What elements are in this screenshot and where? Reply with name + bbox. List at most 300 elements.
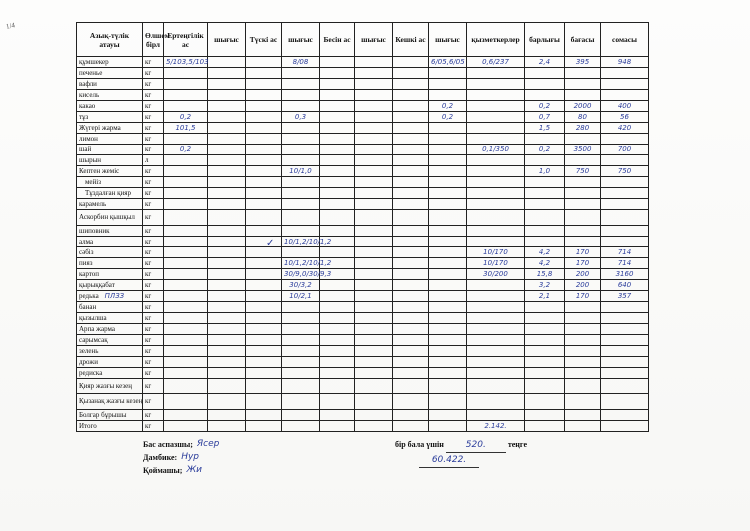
- product-name-text: шырын: [79, 156, 102, 165]
- value-cell: [429, 324, 467, 335]
- value-cell: [393, 133, 429, 144]
- value-cell: [208, 313, 246, 324]
- product-name-text: сәбіз: [79, 248, 94, 257]
- product-name-text: шай: [79, 145, 92, 154]
- value-cell: 0,2: [525, 100, 565, 111]
- value-cell: [429, 367, 467, 378]
- value-cell: [355, 155, 393, 166]
- value-cell: [320, 57, 355, 68]
- dambike-label: Дамбике:: [143, 453, 178, 462]
- value-cell: [565, 313, 601, 324]
- product-name: [77, 155, 143, 166]
- value-cell: [467, 367, 525, 378]
- product-name-text: кисель: [79, 90, 100, 99]
- value-cell: 101,5: [164, 122, 208, 133]
- value-cell: [246, 334, 282, 345]
- value-cell: 10/170: [467, 258, 525, 269]
- value-cell: [282, 378, 320, 393]
- value-cell: 0,2: [429, 100, 467, 111]
- product-name-text: қырыққабат: [79, 281, 115, 290]
- value-cell: [246, 67, 282, 78]
- value-cell: 3160: [601, 269, 649, 280]
- value-cell: [467, 177, 525, 188]
- value-cell: [525, 225, 565, 236]
- value-cell: [246, 367, 282, 378]
- value-cell: [282, 78, 320, 89]
- value-cell: [246, 313, 282, 324]
- value-cell: [282, 122, 320, 133]
- value-cell: 3500: [565, 144, 601, 155]
- value-cell: [246, 269, 282, 280]
- value-cell: [525, 420, 565, 431]
- value-cell: [601, 324, 649, 335]
- value-cell: 80: [565, 111, 601, 122]
- value-cell: [601, 133, 649, 144]
- value-cell: [393, 210, 429, 225]
- value-cell: [282, 334, 320, 345]
- unit-cell: кг: [143, 210, 164, 225]
- value-cell: [282, 356, 320, 367]
- value-cell: [525, 367, 565, 378]
- value-cell: [282, 210, 320, 225]
- value-cell: 640: [601, 280, 649, 291]
- value-cell: [525, 155, 565, 166]
- value-cell: [164, 100, 208, 111]
- product-name: [77, 188, 143, 199]
- product-name: [77, 166, 143, 177]
- value-cell: 357: [601, 291, 649, 302]
- table-row: [77, 225, 649, 236]
- value-cell: [525, 78, 565, 89]
- value-cell: [601, 313, 649, 324]
- value-cell: [246, 236, 282, 247]
- value-cell: [565, 345, 601, 356]
- value-cell: [565, 367, 601, 378]
- value-cell: [208, 89, 246, 100]
- value-cell: [208, 122, 246, 133]
- column-header: шығыс: [208, 23, 246, 57]
- value-cell: [429, 394, 467, 409]
- value-cell: [164, 409, 208, 420]
- value-cell: [467, 302, 525, 313]
- product-name: [77, 324, 143, 335]
- value-cell: [565, 155, 601, 166]
- value-cell: 30/3,2: [282, 280, 320, 291]
- value-cell: [320, 324, 355, 335]
- per-child-label: бір бала үшін: [395, 440, 444, 449]
- value-cell: [164, 302, 208, 313]
- value-cell: [282, 302, 320, 313]
- value-cell: [525, 378, 565, 393]
- storekeeper-label: Қоймашы;: [143, 466, 183, 475]
- unit-cell: кг: [143, 188, 164, 199]
- unit-cell: кг: [143, 291, 164, 302]
- value-cell: [429, 78, 467, 89]
- value-cell: [429, 302, 467, 313]
- unit-cell: кг: [143, 57, 164, 68]
- value-cell: [355, 291, 393, 302]
- value-cell: [601, 345, 649, 356]
- value-cell: [320, 111, 355, 122]
- product-name: [77, 111, 143, 122]
- unit-cell: кг: [143, 236, 164, 247]
- value-cell: [282, 144, 320, 155]
- value-cell: [393, 280, 429, 291]
- value-cell: [246, 210, 282, 225]
- value-cell: 1,0: [525, 166, 565, 177]
- table-row: [77, 394, 649, 409]
- value-cell: 0,2: [164, 111, 208, 122]
- value-cell: [320, 122, 355, 133]
- value-cell: [393, 144, 429, 155]
- value-cell: [320, 356, 355, 367]
- value-cell: [601, 334, 649, 345]
- value-cell: [355, 269, 393, 280]
- unit-cell: кг: [143, 247, 164, 258]
- value-cell: [525, 133, 565, 144]
- value-cell: 420: [601, 122, 649, 133]
- value-cell: [246, 378, 282, 393]
- value-cell: 750: [565, 166, 601, 177]
- product-name-text: пияз: [79, 259, 93, 268]
- column-header: қызметкерлер: [467, 23, 525, 57]
- product-name-text: дрожи: [79, 357, 98, 366]
- table-row: [77, 291, 649, 302]
- value-cell: [208, 225, 246, 236]
- value-cell: [164, 356, 208, 367]
- unit-cell: кг: [143, 378, 164, 393]
- value-cell: 280: [565, 122, 601, 133]
- value-cell: 700: [601, 144, 649, 155]
- unit-cell: кг: [143, 269, 164, 280]
- value-cell: [355, 188, 393, 199]
- value-cell: 30/200: [467, 269, 525, 280]
- value-cell: [525, 334, 565, 345]
- value-cell: [282, 133, 320, 144]
- value-cell: [467, 210, 525, 225]
- value-cell: [429, 378, 467, 393]
- unit-cell: кг: [143, 89, 164, 100]
- product-name-text: Аскорбин қышқыл: [79, 213, 135, 222]
- chef-signature: Ясер: [196, 439, 220, 449]
- column-header: шығыс: [429, 23, 467, 57]
- value-cell: [565, 409, 601, 420]
- value-cell: [467, 78, 525, 89]
- table-row: [77, 89, 649, 100]
- value-cell: [565, 334, 601, 345]
- value-cell: [429, 122, 467, 133]
- column-header: барлығы: [525, 23, 565, 57]
- product-name-text: құмшекер: [79, 57, 109, 66]
- value-cell: [467, 225, 525, 236]
- value-cell: [355, 258, 393, 269]
- value-cell: [393, 291, 429, 302]
- value-cell: [164, 394, 208, 409]
- value-cell: [164, 188, 208, 199]
- column-header: сомасы: [601, 23, 649, 57]
- value-cell: [320, 409, 355, 420]
- product-name: [77, 247, 143, 258]
- chef-label: Бас аспазшы;: [143, 440, 193, 449]
- value-cell: [246, 111, 282, 122]
- value-cell: [355, 225, 393, 236]
- value-cell: [246, 291, 282, 302]
- value-cell: [208, 78, 246, 89]
- value-cell: [393, 122, 429, 133]
- value-cell: [467, 356, 525, 367]
- value-cell: [355, 409, 393, 420]
- value-cell: [246, 247, 282, 258]
- value-cell: 200: [565, 280, 601, 291]
- header-row: [77, 23, 649, 57]
- value-cell: [467, 236, 525, 247]
- value-cell: [355, 420, 393, 431]
- value-cell: [525, 210, 565, 225]
- product-name: [77, 225, 143, 236]
- value-cell: [355, 324, 393, 335]
- value-cell: [565, 67, 601, 78]
- dambike-signature-line: [143, 451, 219, 464]
- value-cell: 948: [601, 57, 649, 68]
- value-cell: [429, 247, 467, 258]
- value-cell: [393, 247, 429, 258]
- value-cell: [429, 67, 467, 78]
- value-cell: [164, 133, 208, 144]
- value-cell: 2.142.: [467, 420, 525, 431]
- value-cell: [282, 155, 320, 166]
- table-row: [77, 313, 649, 324]
- unit-cell: кг: [143, 133, 164, 144]
- value-cell: 170: [565, 291, 601, 302]
- value-cell: [320, 100, 355, 111]
- value-cell: [208, 378, 246, 393]
- column-header: Бесін ас: [320, 23, 355, 57]
- value-cell: [601, 367, 649, 378]
- unit-cell: кг: [143, 302, 164, 313]
- value-cell: [467, 280, 525, 291]
- value-cell: [525, 67, 565, 78]
- product-name-text: Жүгері жарма: [79, 123, 121, 132]
- table-row: [77, 324, 649, 335]
- value-cell: [393, 420, 429, 431]
- value-cell: [164, 269, 208, 280]
- value-cell: [320, 78, 355, 89]
- value-cell: [393, 409, 429, 420]
- value-cell: [467, 155, 525, 166]
- value-cell: [565, 89, 601, 100]
- value-cell: 1,5: [525, 122, 565, 133]
- value-cell: [208, 67, 246, 78]
- unit-cell: кг: [143, 166, 164, 177]
- value-cell: [208, 144, 246, 155]
- value-cell: [355, 302, 393, 313]
- value-cell: [246, 100, 282, 111]
- value-cell: [429, 144, 467, 155]
- value-cell: [282, 188, 320, 199]
- value-cell: [525, 345, 565, 356]
- value-cell: 0,2: [525, 144, 565, 155]
- value-cell: [393, 166, 429, 177]
- unit-cell: кг: [143, 225, 164, 236]
- per-child-value: 520.: [446, 439, 506, 453]
- value-cell: [565, 78, 601, 89]
- value-cell: [355, 89, 393, 100]
- value-cell: [467, 345, 525, 356]
- value-cell: [393, 57, 429, 68]
- value-cell: [355, 144, 393, 155]
- value-cell: [429, 155, 467, 166]
- signature-block: [143, 438, 219, 477]
- value-cell: [164, 247, 208, 258]
- value-cell: [429, 269, 467, 280]
- value-cell: [320, 420, 355, 431]
- table-row: [77, 133, 649, 144]
- value-cell: [208, 269, 246, 280]
- table-row: [77, 409, 649, 420]
- table-row: [77, 155, 649, 166]
- value-cell: [282, 313, 320, 324]
- corner-mark: 1/4: [5, 21, 16, 31]
- value-cell: [525, 302, 565, 313]
- table-row: [77, 236, 649, 247]
- value-cell: 3,2: [525, 280, 565, 291]
- value-cell: [467, 291, 525, 302]
- unit-cell: кг: [143, 313, 164, 324]
- value-cell: 10/2,1: [282, 291, 320, 302]
- handwritten-note: ПЛЗЗ: [104, 292, 125, 301]
- value-cell: [282, 177, 320, 188]
- column-header: бағасы: [565, 23, 601, 57]
- value-cell: [164, 258, 208, 269]
- value-cell: [355, 210, 393, 225]
- value-cell: [355, 133, 393, 144]
- value-cell: [246, 144, 282, 155]
- value-cell: [208, 356, 246, 367]
- unit-cell: кг: [143, 324, 164, 335]
- value-cell: [355, 394, 393, 409]
- value-cell: [565, 177, 601, 188]
- product-name-text: какао: [79, 101, 96, 110]
- product-name-text: лимон: [79, 134, 98, 143]
- value-cell: [467, 313, 525, 324]
- checkmark-icon: ✓: [266, 238, 275, 249]
- value-cell: [246, 302, 282, 313]
- product-name-text: Тұздалған қияр: [85, 189, 131, 198]
- value-cell: [246, 356, 282, 367]
- value-cell: [164, 177, 208, 188]
- value-cell: [467, 188, 525, 199]
- table-row: [77, 367, 649, 378]
- unit-cell: кг: [143, 367, 164, 378]
- product-name: [77, 78, 143, 89]
- value-cell: [393, 236, 429, 247]
- unit-cell: кг: [143, 258, 164, 269]
- value-cell: [282, 345, 320, 356]
- unit-cell: кг: [143, 394, 164, 409]
- value-cell: [429, 236, 467, 247]
- value-cell: [393, 89, 429, 100]
- product-name: [77, 67, 143, 78]
- value-cell: [246, 280, 282, 291]
- value-cell: [429, 334, 467, 345]
- value-cell: [393, 67, 429, 78]
- value-cell: [355, 199, 393, 210]
- value-cell: [429, 177, 467, 188]
- value-cell: [467, 324, 525, 335]
- value-cell: [601, 177, 649, 188]
- value-cell: [601, 199, 649, 210]
- value-cell: [282, 409, 320, 420]
- value-cell: [565, 133, 601, 144]
- product-name: [77, 100, 143, 111]
- value-cell: [393, 155, 429, 166]
- unit-cell: кг: [143, 345, 164, 356]
- value-cell: [164, 313, 208, 324]
- product-name-text: алма: [79, 237, 94, 246]
- value-cell: [601, 225, 649, 236]
- value-cell: 0,7: [525, 111, 565, 122]
- product-name: [77, 177, 143, 188]
- value-cell: [320, 133, 355, 144]
- table-row: [77, 269, 649, 280]
- value-cell: [393, 78, 429, 89]
- value-cell: [282, 199, 320, 210]
- value-cell: 400: [601, 100, 649, 111]
- table-row: [77, 258, 649, 269]
- value-cell: 170: [565, 258, 601, 269]
- table-row: [77, 378, 649, 393]
- value-cell: 15,8: [525, 269, 565, 280]
- column-header: Ертеңгілік ас: [164, 23, 208, 57]
- value-cell: [393, 378, 429, 393]
- value-cell: [164, 199, 208, 210]
- value-cell: [429, 313, 467, 324]
- value-cell: [208, 394, 246, 409]
- value-cell: 714: [601, 247, 649, 258]
- value-cell: [208, 57, 246, 68]
- table-row: [77, 177, 649, 188]
- value-cell: [164, 225, 208, 236]
- value-cell: [429, 356, 467, 367]
- value-cell: [355, 177, 393, 188]
- value-cell: [320, 67, 355, 78]
- unit-cell: кг: [143, 122, 164, 133]
- value-cell: [164, 345, 208, 356]
- value-cell: [467, 166, 525, 177]
- value-cell: [565, 378, 601, 393]
- value-cell: [601, 188, 649, 199]
- value-cell: 750: [601, 166, 649, 177]
- value-cell: [320, 345, 355, 356]
- value-cell: 8/08: [282, 57, 320, 68]
- product-name: [77, 89, 143, 100]
- column-header: Кешкі ас: [393, 23, 429, 57]
- product-name: [77, 144, 143, 155]
- total-value: 60.422.: [419, 454, 479, 468]
- value-cell: [246, 188, 282, 199]
- value-cell: [164, 378, 208, 393]
- column-header: шығыс: [282, 23, 320, 57]
- value-cell: [320, 177, 355, 188]
- value-cell: [208, 111, 246, 122]
- value-cell: [246, 78, 282, 89]
- table-row: [77, 302, 649, 313]
- value-cell: [320, 89, 355, 100]
- value-cell: [393, 100, 429, 111]
- value-cell: [282, 420, 320, 431]
- unit-cell: кг: [143, 78, 164, 89]
- product-name-text: редиска: [79, 368, 103, 377]
